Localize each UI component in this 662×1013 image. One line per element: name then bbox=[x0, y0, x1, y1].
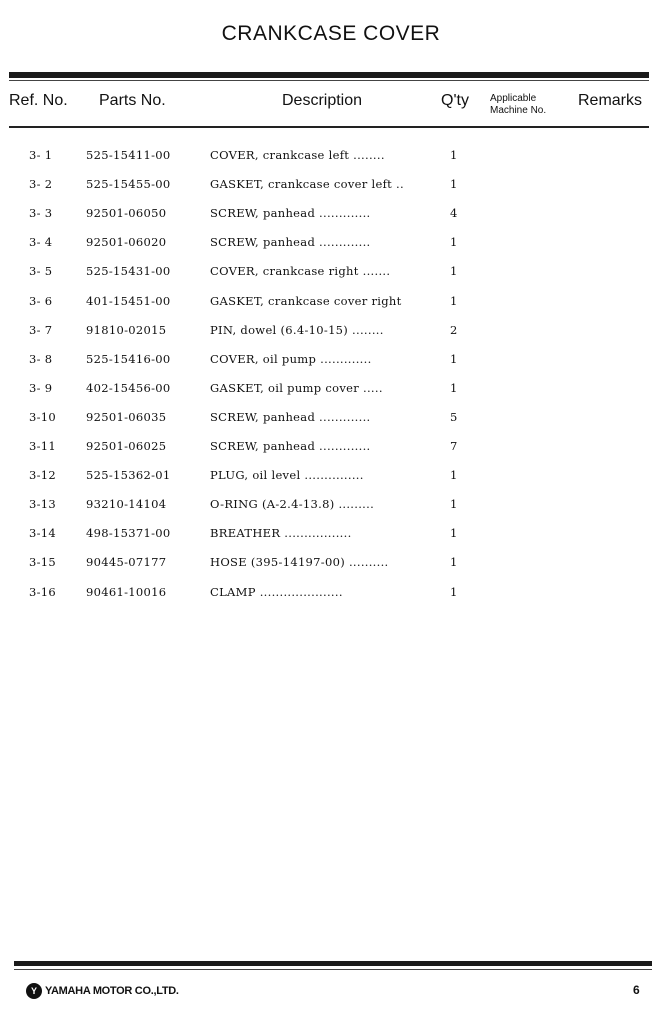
description-cell: BREATHER ................. bbox=[210, 526, 352, 541]
ref-no-cell: 3-14 bbox=[29, 526, 57, 541]
quantity-cell: 1 bbox=[450, 177, 458, 192]
part-no-cell: 93210-14104 bbox=[86, 497, 167, 512]
table-row bbox=[0, 381, 662, 401]
part-no-cell: 498-15371-00 bbox=[86, 526, 171, 541]
ref-no-cell: 3-13 bbox=[29, 497, 57, 512]
table-row bbox=[0, 177, 662, 197]
yamaha-logo-icon: Y bbox=[26, 983, 42, 999]
table-row bbox=[0, 352, 662, 372]
description-cell: PLUG, oil level ............... bbox=[210, 468, 364, 483]
description-cell: SCREW, panhead ............. bbox=[210, 439, 371, 453]
quantity-cell: 1 bbox=[450, 584, 458, 599]
bottom-divider-thin bbox=[14, 969, 652, 970]
quantity-cell: 1 bbox=[450, 526, 458, 541]
table-row bbox=[0, 206, 662, 226]
ref-no-cell: 3- 6 bbox=[29, 293, 53, 308]
quantity-cell: 1 bbox=[450, 555, 458, 570]
company-name: YAMAHA MOTOR CO.,LTD. bbox=[45, 985, 179, 997]
ref-no-cell: 3- 8 bbox=[29, 351, 53, 366]
part-no-cell: 92501-06025 bbox=[86, 439, 167, 453]
description-cell: O-RING (A-2.4-13.8) ......... bbox=[210, 497, 375, 512]
table-row bbox=[0, 264, 662, 284]
quantity-cell: 1 bbox=[450, 468, 458, 483]
part-no-cell: 92501-06050 bbox=[86, 206, 167, 221]
part-no-cell: 525-15411-00 bbox=[86, 148, 171, 162]
table-row bbox=[0, 526, 662, 546]
header-divider bbox=[9, 126, 649, 128]
page-title: CRANKCASE COVER bbox=[221, 22, 441, 45]
part-no-cell: 90461-10016 bbox=[86, 584, 167, 599]
table-row bbox=[0, 323, 662, 343]
part-no-cell: 525-15455-00 bbox=[86, 177, 171, 192]
part-no-cell: 525-15431-00 bbox=[86, 264, 171, 279]
ref-no-cell: 3- 7 bbox=[29, 322, 53, 337]
part-no-cell: 401-15451-00 bbox=[86, 293, 171, 308]
description-cell: SCREW, panhead ............. bbox=[210, 409, 371, 424]
ref-no-cell: 3- 3 bbox=[29, 206, 53, 221]
header-parts-no: Parts No. bbox=[99, 92, 166, 109]
header-applicable-line1: Applicable bbox=[490, 93, 537, 104]
part-no-cell: 91810-02015 bbox=[86, 322, 167, 337]
part-no-cell: 90445-07177 bbox=[86, 555, 167, 570]
part-no-cell: 402-15456-00 bbox=[86, 380, 171, 395]
description-cell: PIN, dowel (6.4-10-15) ........ bbox=[210, 322, 384, 337]
description-cell: SCREW, panhead ............. bbox=[210, 235, 371, 250]
description-cell: GASKET, crankcase cover right bbox=[210, 293, 402, 308]
table-row bbox=[0, 497, 662, 517]
page-number: 6 bbox=[633, 983, 640, 997]
part-no-cell: 525-15416-00 bbox=[86, 351, 171, 366]
table-row bbox=[0, 235, 662, 255]
quantity-cell: 4 bbox=[450, 206, 458, 221]
ref-no-cell: 3- 1 bbox=[29, 148, 53, 162]
ref-no-cell: 3-11 bbox=[29, 439, 57, 453]
quantity-cell: 1 bbox=[450, 351, 458, 366]
quantity-cell: 1 bbox=[450, 497, 458, 512]
table-row bbox=[0, 410, 662, 430]
bottom-divider bbox=[14, 961, 652, 966]
part-no-cell: 525-15362-01 bbox=[86, 468, 171, 483]
description-cell: GASKET, crankcase cover left .. bbox=[210, 177, 404, 192]
top-divider bbox=[9, 72, 649, 78]
quantity-cell: 1 bbox=[450, 293, 458, 308]
table-row bbox=[0, 148, 662, 168]
ref-no-cell: 3-16 bbox=[29, 584, 57, 599]
header-ref-no: Ref. No. bbox=[9, 92, 68, 109]
quantity-cell: 1 bbox=[450, 148, 458, 162]
ref-no-cell: 3- 5 bbox=[29, 264, 53, 279]
ref-no-cell: 3-10 bbox=[29, 409, 57, 424]
table-row bbox=[0, 585, 662, 605]
quantity-cell: 7 bbox=[450, 439, 458, 453]
description-cell: SCREW, panhead ............. bbox=[210, 206, 371, 221]
description-cell: HOSE (395-14197-00) .......... bbox=[210, 555, 389, 570]
description-cell: GASKET, oil pump cover ..... bbox=[210, 380, 383, 395]
quantity-cell: 1 bbox=[450, 235, 458, 250]
top-divider-thin bbox=[9, 80, 649, 81]
ref-no-cell: 3- 2 bbox=[29, 177, 53, 192]
header-qty: Q'ty bbox=[441, 92, 469, 109]
header-remarks: Remarks bbox=[578, 92, 643, 109]
quantity-cell: 2 bbox=[450, 322, 458, 337]
ref-no-cell: 3- 9 bbox=[29, 380, 53, 395]
part-no-cell: 92501-06035 bbox=[86, 409, 167, 424]
ref-no-cell: 3-15 bbox=[29, 555, 57, 570]
table-row bbox=[0, 439, 662, 459]
part-no-cell: 92501-06020 bbox=[86, 235, 167, 250]
description-cell: CLAMP ..................... bbox=[210, 584, 343, 599]
table-row bbox=[0, 555, 662, 575]
ref-no-cell: 3- 4 bbox=[29, 235, 53, 250]
ref-no-cell: 3-12 bbox=[29, 468, 57, 483]
description-cell: COVER, crankcase right ....... bbox=[210, 264, 391, 279]
table-row bbox=[0, 294, 662, 314]
quantity-cell: 5 bbox=[450, 409, 458, 424]
quantity-cell: 1 bbox=[450, 264, 458, 279]
header-applicable-line2: Machine No. bbox=[490, 105, 547, 116]
header-description: Description bbox=[282, 92, 363, 109]
description-cell: COVER, crankcase left ........ bbox=[210, 148, 385, 162]
description-cell: COVER, oil pump ............. bbox=[210, 351, 372, 366]
table-row bbox=[0, 468, 662, 488]
header-applicable-machine bbox=[490, 93, 546, 117]
footer-logo bbox=[26, 983, 179, 999]
quantity-cell: 1 bbox=[450, 380, 458, 395]
